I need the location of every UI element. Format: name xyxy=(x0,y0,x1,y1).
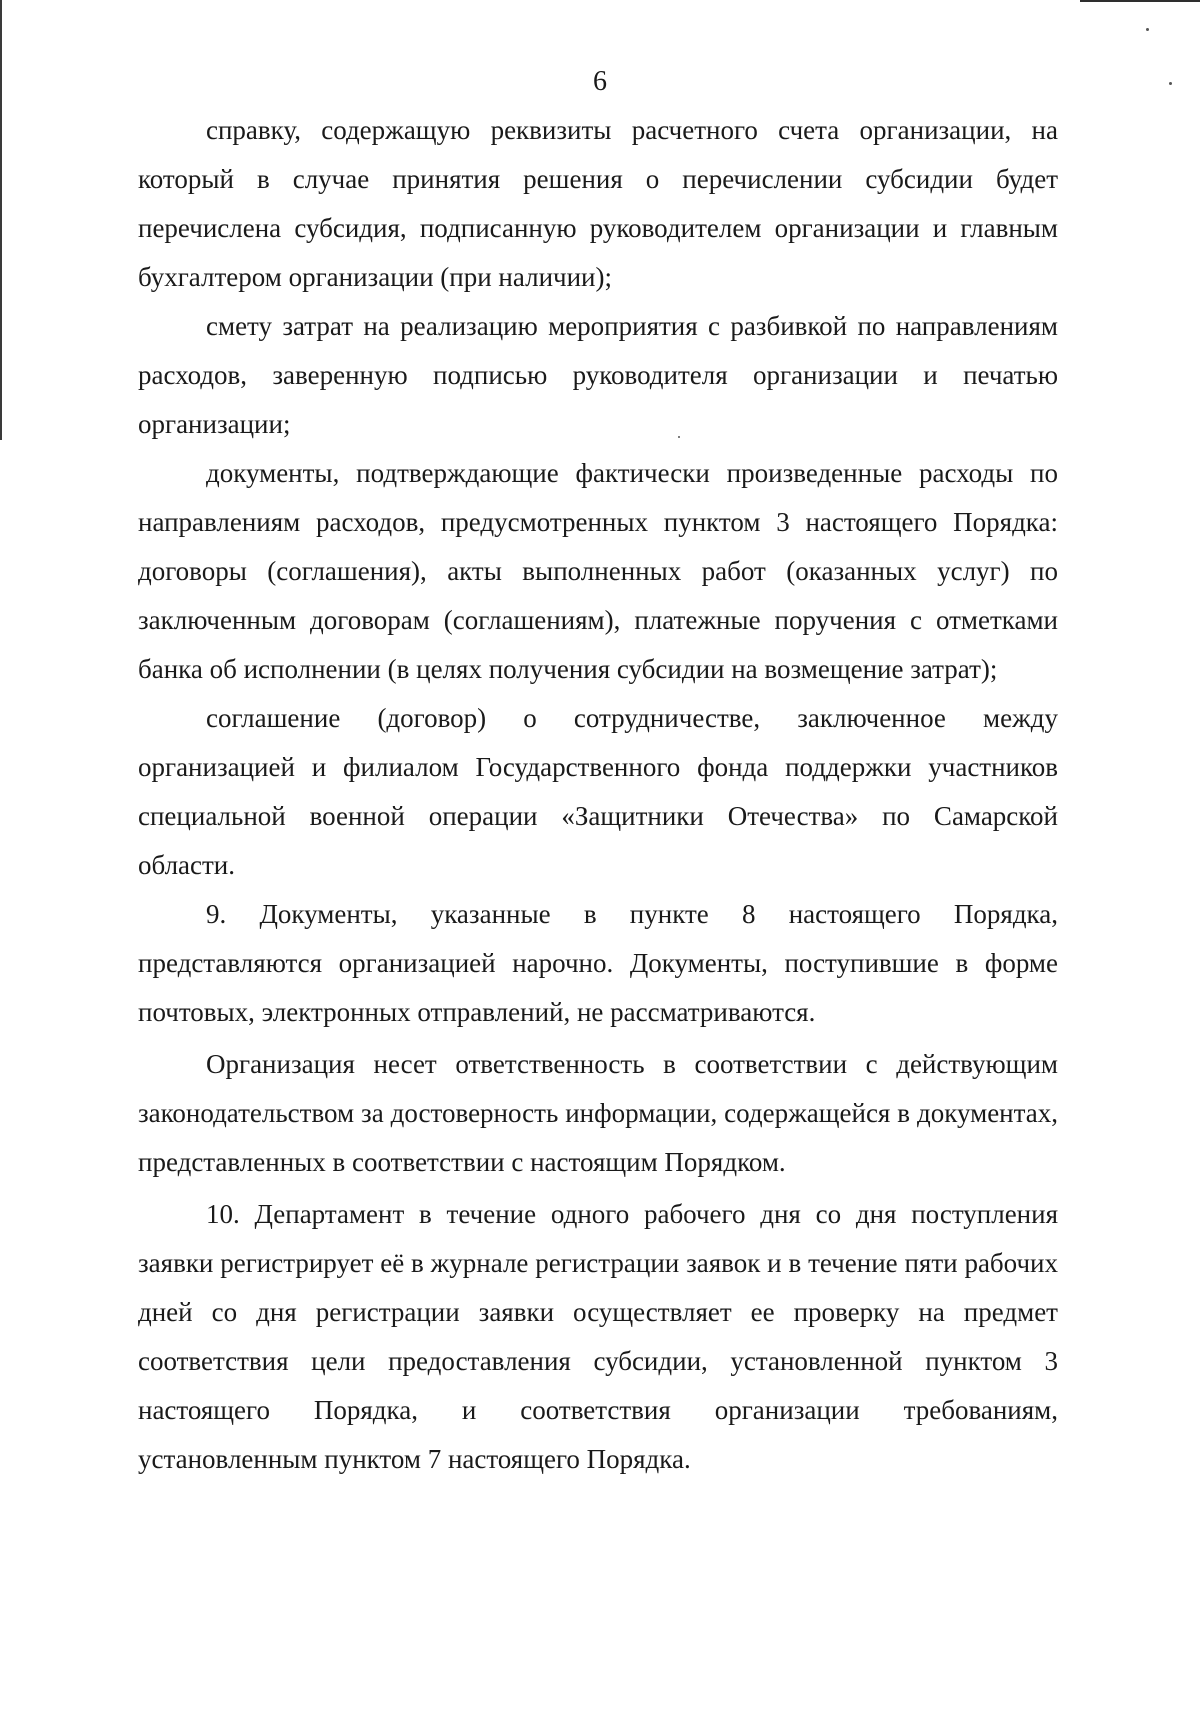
paragraph-item-9: 9. Документы, указанные в пункте 8 настоящего Порядка, представляются организацией нарочно. Документы, поступившие в форме почтовых, электронных отправлений, не рассматриваются. xyxy=(138,899,1058,1027)
paragraph-responsibility: Организация несет ответственность в соответствии с действующим законодательством за достоверность информации, содержащейся в документах, представленных в соответствии с настоящим Порядком. xyxy=(138,1049,1058,1177)
paragraph-cooperation-agreement: соглашение (договор) о сотрудничестве, заключенное между организацией и филиалом Государственного фонда поддержки участников специальной военной операции «Защитники Отечества» по Самарской области. xyxy=(138,703,1058,880)
scan-edge-top xyxy=(1080,0,1200,2)
page-number: 6 xyxy=(593,66,607,97)
paragraph-expense-documents: документы, подтверждающие фактически произведенные расходы по направлениям расходов, предусмотренных пунктом 3 настоящего Порядка: договоры (соглашения), акты выполненных работ (оказанных услуг) по заключенным договорам (соглашениям), платежные поручения с отметками банка об исполнении (в целях получения субсидии на возмещение затрат); xyxy=(138,458,1058,684)
scan-speck xyxy=(1146,28,1149,31)
paragraph-cost-estimate: смету затрат на реализацию мероприятия с разбивкой по направлениям расходов, заверенную подписью руководителя организации и печатью организации; xyxy=(138,311,1058,439)
paragraph-item-10: 10. Департамент в течение одного рабочего дня со дня поступления заявки регистрирует её в журнале регистрации заявок и в течение пяти рабочих дней со дня регистрации заявки осуществляет ее проверку на предмет соответствия цели предоставления субсидии, установленной пунктом 3 настоящего Порядка, и соответствия организации требованиям, установленным пунктом 7 настоящего Порядка. xyxy=(138,1199,1058,1474)
paragraph-bank-account-certificate: справку, содержащую реквизиты расчетного счета организации, на который в случае принятия решения о перечислении субсидии будет перечислена субсидия, подписанную руководителем организации и главным бухгалтером организации (при наличии); xyxy=(138,115,1058,292)
document-body xyxy=(138,106,1058,1484)
